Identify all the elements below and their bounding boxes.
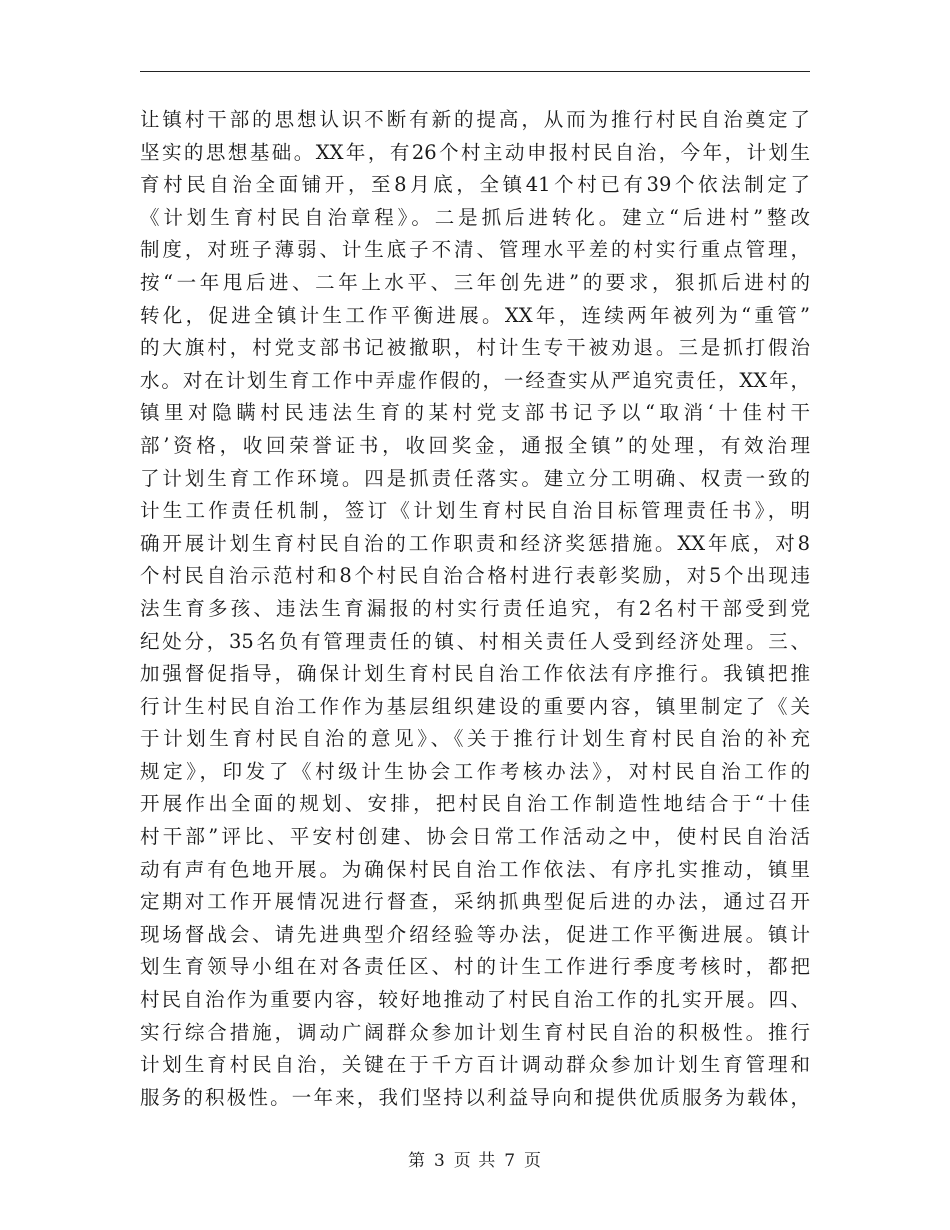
text-line: 实行综合措施，调动广阔群众参加计划生育村民自治的积极性。推行 bbox=[140, 1020, 810, 1044]
text-line: 转化，促进全镇计生工作平衡进展。XX年，连续两年被列为“重管” bbox=[140, 303, 810, 327]
page-footer bbox=[0, 1146, 950, 1171]
footer-middle: 页 共 bbox=[453, 1151, 497, 1171]
footer-prefix: 第 bbox=[407, 1151, 426, 1171]
text-line: 的大旗村，村党支部书记被撤职，村计生专干被劝退。三是抓打假治 bbox=[140, 336, 810, 360]
text-line: 育村民自治全面铺开，至8月底，全镇41个村已有39个依法制定了 bbox=[140, 173, 810, 197]
text-line: 个村民自治示范村和8个村民自治合格村进行表彰奖励，对5个出现违 bbox=[140, 564, 810, 588]
text-line: 法生育多孩、违法生育漏报的村实行责任追究，有2名村干部受到党 bbox=[140, 596, 810, 620]
text-line: 了计划生育工作环境。四是抓责任落实。建立分工明确、权责一致的 bbox=[140, 466, 810, 490]
header-rule bbox=[140, 71, 810, 72]
text-line: 制度，对班子薄弱、计生底子不清、管理水平差的村实行重点管理， bbox=[140, 238, 810, 262]
text-line: 坚实的思想基础。XX年，有26个村主动申报村民自治，今年，计划生 bbox=[140, 140, 810, 164]
text-line: 水。对在计划生育工作中弄虚作假的，一经查实从严追究责任，XX年， bbox=[140, 368, 810, 392]
text-line: 划生育领导小组在对各责任区、村的计生工作进行季度考核时，都把 bbox=[140, 955, 810, 979]
footer-page-number: 3 bbox=[433, 1151, 446, 1171]
text-line: 让镇村干部的思想认识不断有新的提高，从而为推行村民自治奠定了 bbox=[140, 108, 810, 131]
text-line: 加强督促指导，确保计划生育村民自治工作依法有序推行。我镇把推 bbox=[140, 662, 810, 686]
text-line: 纪处分，35名负有管理责任的镇、村相关责任人受到经济处理。三、 bbox=[140, 629, 810, 653]
text-line: 行计生村民自治工作作为基层组织建设的重要内容，镇里制定了《关 bbox=[140, 694, 810, 718]
document-body bbox=[140, 104, 810, 1114]
footer-suffix: 页 bbox=[524, 1151, 543, 1171]
text-line: 计划生育村民自治，关键在于千方百计调动群众参加计划生育管理和 bbox=[140, 1053, 810, 1077]
text-line: 服务的积极性。一年来，我们坚持以利益导向和提供优质服务为载体， bbox=[140, 1085, 810, 1109]
text-line: 现场督战会、请先进典型介绍经验等办法，促进工作平衡进展。镇计 bbox=[140, 922, 810, 946]
text-line: 村民自治作为重要内容，较好地推动了村民自治工作的扎实开展。四、 bbox=[140, 988, 810, 1012]
text-line: 于计划生育村民自治的意见》、《关于推行计划生育村民自治的补充 bbox=[140, 727, 810, 751]
text-line: 部’资格，收回荣誉证书，收回奖金，通报全镇”的处理，有效治理 bbox=[140, 433, 810, 457]
text-line: 计生工作责任机制，签订《计划生育村民自治目标管理责任书》，明 bbox=[140, 499, 810, 523]
text-line: 规定》，印发了《村级计生协会工作考核办法》，对村民自治工作的 bbox=[140, 759, 810, 783]
text-line: 镇里对隐瞒村民违法生育的某村党支部书记予以“取消‘十佳村干 bbox=[140, 401, 810, 425]
text-line: 《计划生育村民自治章程》。二是抓后进转化。建立“后进村”整改 bbox=[140, 205, 810, 229]
text-line: 村干部”评比、平安村创建、协会日常工作活动之中，使村民自治活 bbox=[140, 825, 810, 849]
text-line: 确开展计划生育村民自治的工作职责和经济奖惩措施。XX年底，对8 bbox=[140, 531, 810, 555]
text-line: 开展作出全面的规划、安排，把村民自治工作制造性地结合于“十佳 bbox=[140, 792, 810, 816]
footer-total-pages: 7 bbox=[504, 1151, 517, 1171]
text-line: 按“一年甩后进、二年上水平、三年创先进”的要求，狠抓后进村的 bbox=[140, 270, 810, 294]
text-line: 动有声有色地开展。为确保村民自治工作依法、有序扎实推动，镇里 bbox=[140, 857, 810, 881]
text-line: 定期对工作开展情况进行督查，采纳抓典型促后进的办法，通过召开 bbox=[140, 890, 810, 914]
